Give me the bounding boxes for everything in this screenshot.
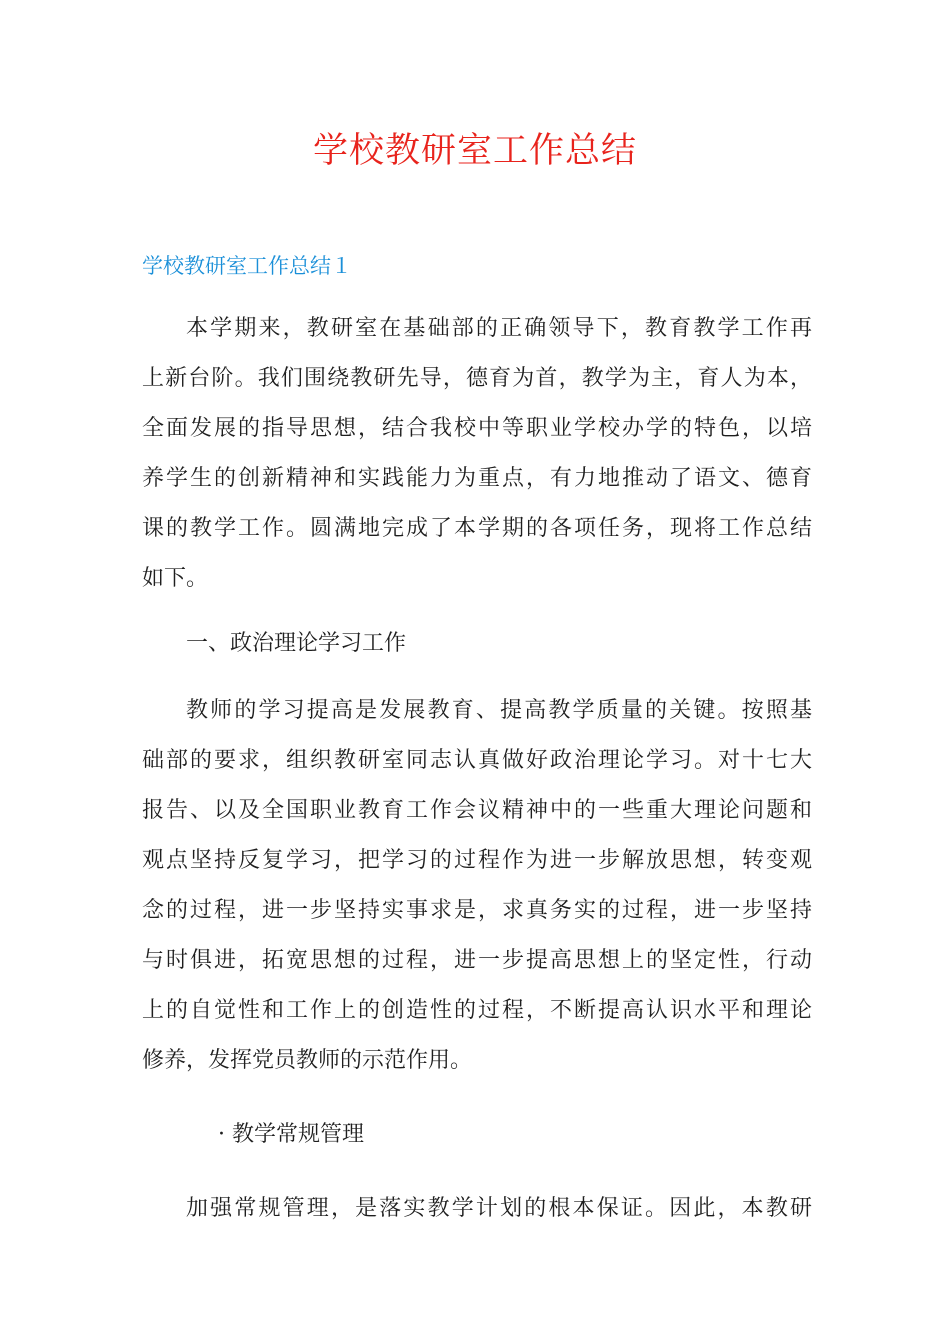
- document-title: 学校教研室工作总结: [312, 131, 637, 171]
- paragraph-line: 教师的学习提高是发展教育、提高教学质量的关键。按照基: [186, 698, 812, 723]
- theory-paragraph: [142, 686, 812, 1086]
- paragraph-line: 观点坚持反复学习，把学习的过程作为进一步解放思想，转变观: [142, 848, 812, 873]
- paragraph-line: 课的教学工作。圆满地完成了本学期的各项任务，现将工作总结: [142, 516, 812, 541]
- paragraph-line: 如下。: [142, 566, 209, 591]
- paragraph-line: 上新台阶。我们围绕教研先导，德育为首，教学为主，育人为本，: [142, 366, 812, 391]
- intro-paragraph: [142, 304, 812, 604]
- paragraph-line: 报告、以及全国职业教育工作会议精神中的一些重大理论问题和: [142, 798, 812, 823]
- paragraph-line: 全面发展的指导思想，结合我校中等职业学校办学的特色，以培: [142, 416, 812, 441]
- paragraph-line: 本学期来，教研室在基础部的正确领导下，教育教学工作再: [186, 316, 812, 341]
- heading-political-theory: 一、政治理论学习工作: [186, 631, 407, 656]
- paragraph-line: 上的自觉性和工作上的创造性的过程，不断提高认识水平和理论: [142, 998, 812, 1023]
- paragraph-line: 念的过程，进一步坚持实事求是，求真务实的过程，进一步坚持: [142, 898, 812, 923]
- paragraph-line: 础部的要求，组织教研室同志认真做好政治理论学习。对十七大: [142, 748, 812, 773]
- paragraph-line: 与时俱进，拓宽思想的过程，进一步提高思想上的坚定性，行动: [142, 948, 812, 973]
- section-heading: 学校教研室工作总结１: [142, 254, 352, 278]
- paragraph-line: 养学生的创新精神和实践能力为重点，有力地推动了语文、德育: [142, 466, 812, 491]
- heading-teaching-routine: · 教学常规管理: [218, 1122, 364, 1147]
- paragraph-line: 加强常规管理，是落实教学计划的根本保证。因此，本教研: [186, 1196, 812, 1221]
- paragraph-line: 修养，发挥党员教师的示范作用。: [142, 1048, 473, 1073]
- routine-paragraph: [142, 1184, 812, 1234]
